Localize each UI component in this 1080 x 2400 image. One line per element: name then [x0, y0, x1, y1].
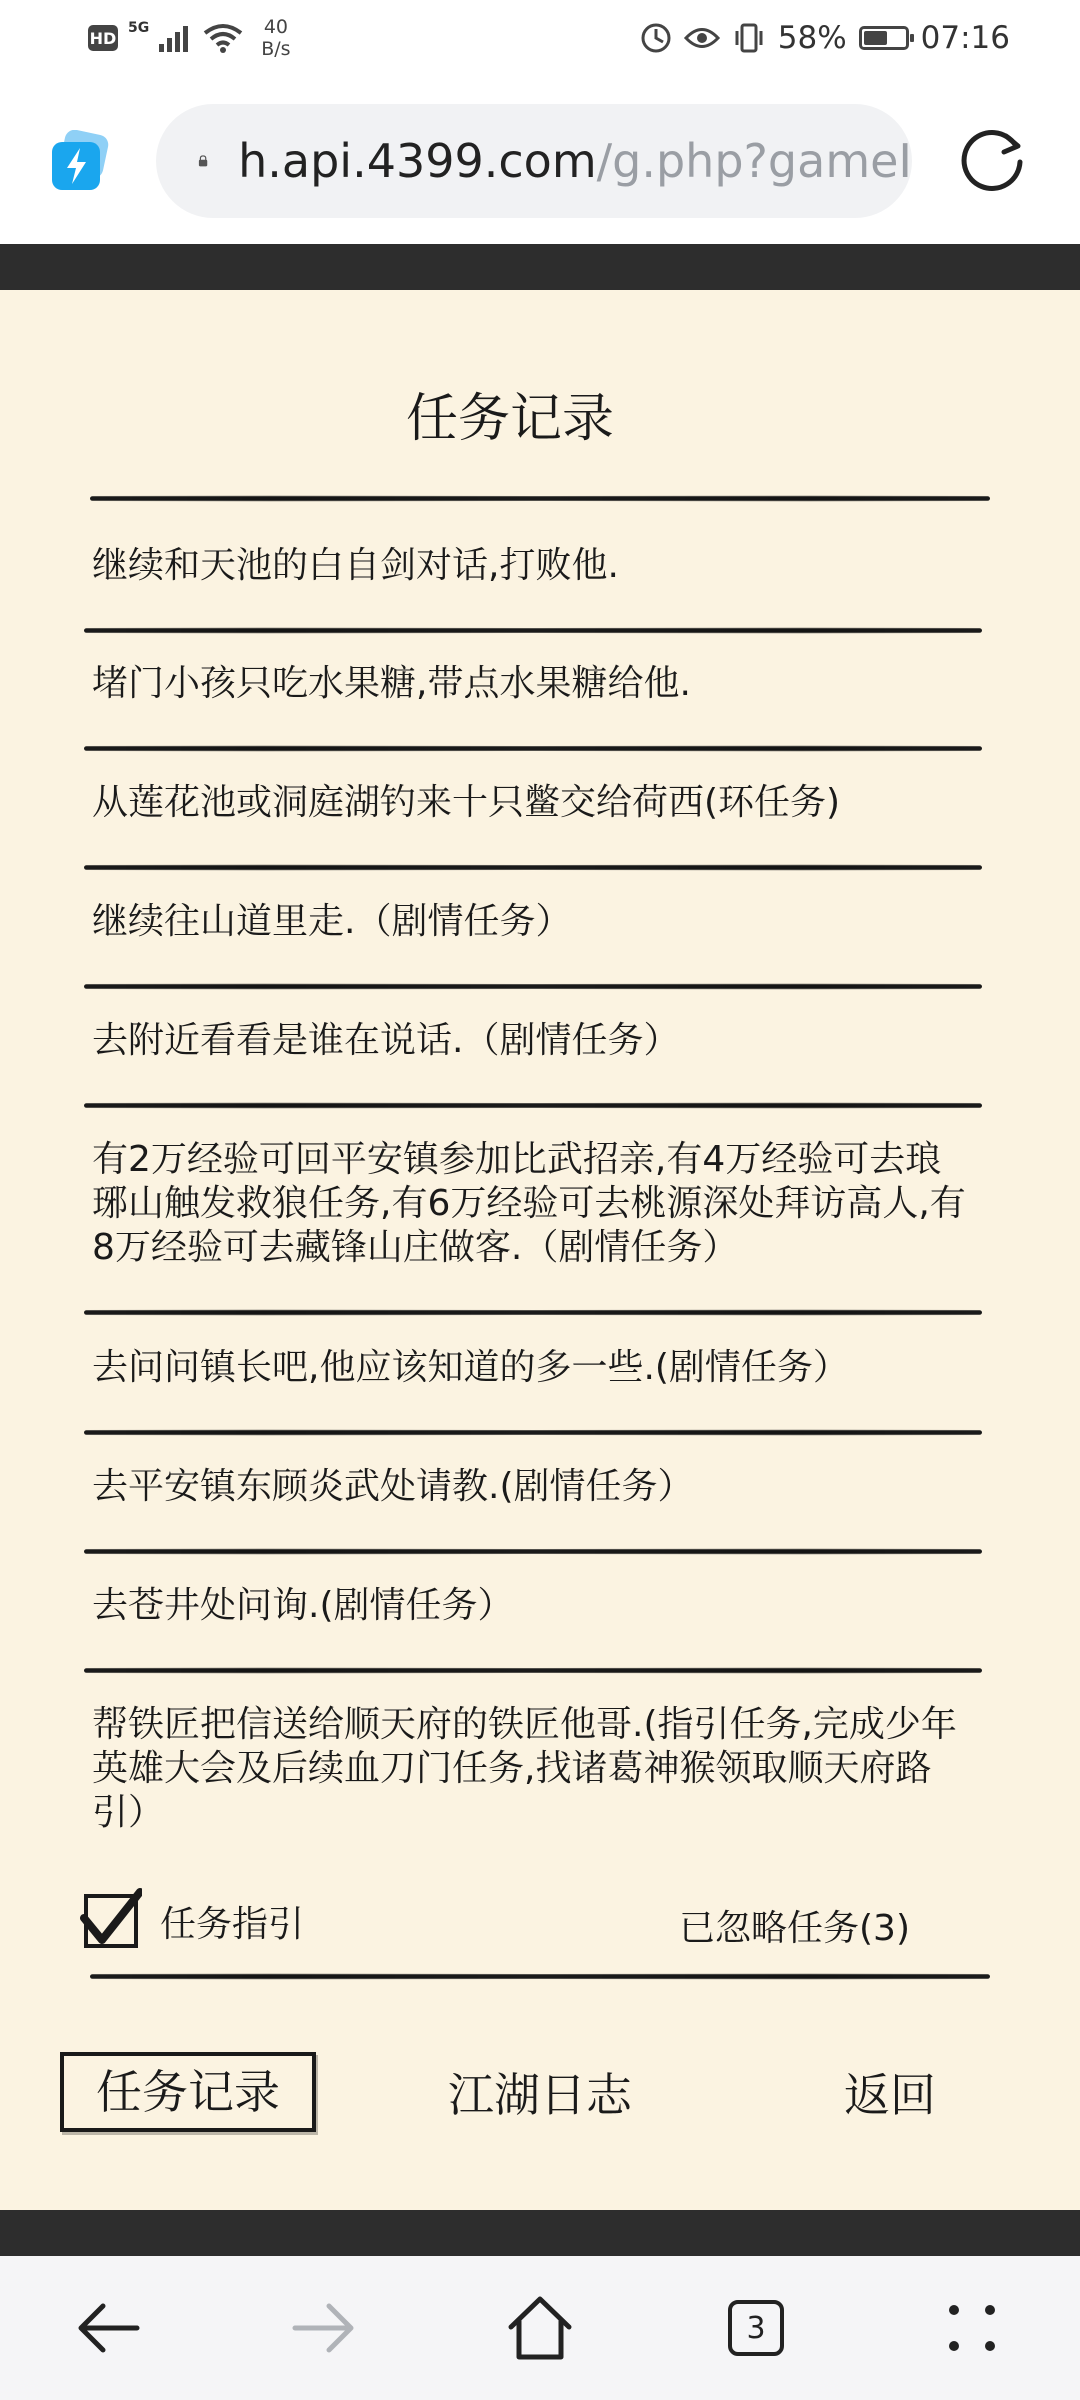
signal-icon [159, 24, 193, 52]
divider [90, 1974, 990, 1979]
task-guide-label: 任务指引 [160, 1904, 305, 1945]
wifi-icon [203, 23, 243, 53]
divider [84, 1103, 982, 1108]
url-text[interactable] [238, 134, 912, 188]
task-item[interactable]: 继续和天池的白自剑对话,打败他. [92, 545, 619, 586]
divider [84, 984, 982, 989]
back-button[interactable]: 返回 [844, 2068, 936, 2122]
home-icon [505, 2293, 575, 2363]
vibrate-icon [732, 22, 766, 54]
tabs-button[interactable] [714, 2286, 798, 2370]
task-record-panel [0, 290, 1080, 2210]
back-nav-button[interactable] [66, 2286, 150, 2370]
status-left [88, 16, 291, 60]
lock-icon [198, 141, 208, 181]
task-item[interactable]: 堵门小孩只吃水果糖,带点水果糖给他. [92, 663, 691, 704]
status-right [640, 20, 1010, 56]
tab-task-log[interactable]: 任务记录 [60, 2052, 316, 2132]
divider [84, 865, 982, 870]
task-guide-row [80, 1888, 980, 1954]
forward-nav-button[interactable] [282, 2286, 366, 2370]
task-item[interactable]: 帮铁匠把信送给顺天府的铁匠他哥.(指引任务,完成少年英雄大会及后续血刀门任务,找诸葛神猴领取顺天府路引） [92, 1704, 957, 1833]
dots-menu-icon [942, 2298, 1002, 2358]
divider [84, 1549, 982, 1554]
eye-comfort-icon [684, 25, 720, 51]
network-type: 5G [128, 20, 150, 36]
divider [84, 1668, 982, 1673]
game-frame-top [0, 244, 1080, 290]
task-item[interactable]: 去附近看看是谁在说话.（剧情任务） [92, 1020, 680, 1061]
divider [84, 746, 982, 751]
page-title: 任务记录 [405, 389, 614, 449]
url-path: /g.php?gameI [596, 134, 912, 188]
task-item[interactable]: 从莲花池或洞庭湖钓来十只鳖交给荷西(环任务) [92, 782, 841, 823]
browser-nav-bar [0, 2256, 1080, 2400]
task-item[interactable]: 去平安镇东顾炎武处请教.(剧情任务） [92, 1466, 694, 1507]
task-item[interactable]: 继续往山道里走.（剧情任务） [92, 901, 572, 942]
tab-jianghu-log[interactable]: 江湖日志 [448, 2068, 632, 2122]
data-saver-icon [640, 22, 672, 54]
net-speed [261, 16, 290, 60]
divider [84, 628, 982, 633]
net-speed-unit: B/s [261, 38, 291, 60]
browser-app-icon[interactable] [48, 130, 110, 192]
task-item[interactable]: 去问问镇长吧,他应该知道的多一些.(剧情任务） [92, 1347, 849, 1388]
status-bar [0, 0, 1080, 82]
tab-count: 3 [728, 2300, 784, 2356]
net-speed-value: 40 [263, 16, 288, 38]
divider [84, 1430, 982, 1435]
task-item[interactable]: 有2万经验可回平安镇参加比武招亲,有4万经验可去琅琊山触发救狼任务,有6万经验可去桃源深处拜访高人,有8万经验可去藏锋山庄做客.（剧情任务） [92, 1139, 966, 1268]
divider [90, 496, 990, 501]
home-button[interactable] [498, 2286, 582, 2370]
hd-badge: HD [88, 25, 118, 51]
battery-icon [859, 26, 909, 50]
task-item[interactable]: 去苍井处问询.(剧情任务） [92, 1585, 514, 1626]
task-guide-checkbox[interactable] [80, 1888, 142, 1950]
game-frame-bottom [0, 2210, 1080, 2256]
divider [84, 1310, 982, 1315]
url-host: h.api.4399.com [238, 134, 597, 188]
browser-toolbar [0, 82, 1080, 244]
reload-icon[interactable] [954, 122, 1032, 200]
clock: 07:16 [920, 20, 1010, 56]
menu-button[interactable] [930, 2286, 1014, 2370]
battery-percent: 58% [777, 20, 847, 56]
address-bar[interactable] [156, 104, 912, 218]
arrow-right-icon [289, 2298, 359, 2358]
battery-level [864, 31, 887, 45]
ignored-tasks-link[interactable]: 已忽略任务(3) [679, 1908, 910, 1949]
arrow-left-icon [73, 2298, 143, 2358]
panel-tabs [0, 2052, 1080, 2152]
